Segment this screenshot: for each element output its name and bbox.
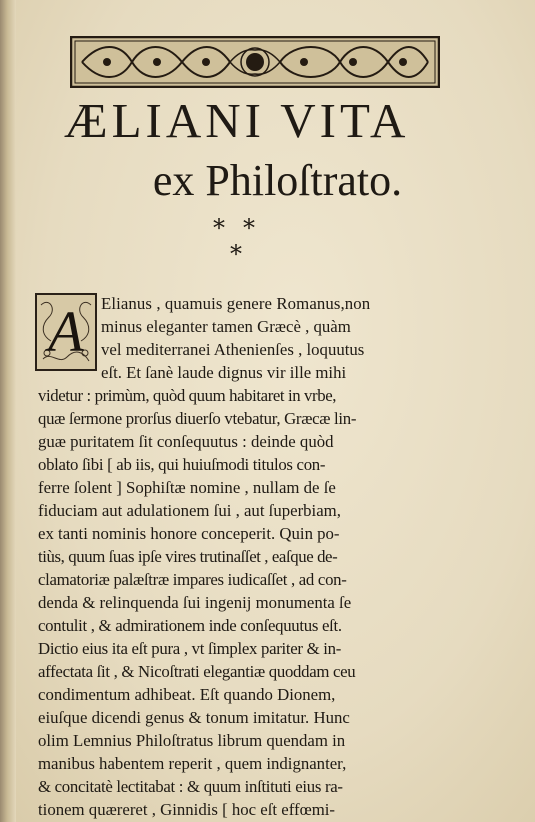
body-line: guæ puritatem ſit conſequutus : deinde quòd <box>38 432 334 451</box>
body-line: eiuſque dicendi genus & tonum imitatur. Hunc <box>38 708 350 727</box>
body-line: manibus habentem reperit , quem indignanter, <box>38 754 347 773</box>
body-line: eſt. Et ſanè laude dignus vir ille mihi <box>101 363 347 382</box>
asterism-top-row: ** <box>213 214 273 242</box>
body-line: tiùs, quum ſuas ipſe vires trutinaſſet , eaſque de- <box>38 547 338 566</box>
body-line: clamatoriæ palæſtræ impares iudicaſſet , ad con- <box>38 570 347 589</box>
body-line: ferre ſolent ] Sophiſtæ nomine , nullam de ſe <box>38 478 336 497</box>
decorated-initial <box>35 293 97 371</box>
body-line: vel mediterranei Athenienſes , loquutus <box>101 340 365 359</box>
body-line: denda & relinquenda ſui ingenij monumenta ſe <box>38 593 352 612</box>
asterism <box>196 216 276 268</box>
body-line: olim Lemnius Philoſtratus librum quendam in <box>38 731 346 750</box>
body-line: quæ ſermone prorſus diuerſo vtebatur, Græcæ lin- <box>38 409 357 428</box>
body-line: minus eleganter tamen Græcè , quàm <box>101 317 351 336</box>
body-line: videtur : primùm, quòd quum habitaret in vrbe, <box>38 386 337 405</box>
book-gutter <box>0 0 16 822</box>
body-line: Dictio eius ita eſt pura , vt ſimplex pariter & in- <box>38 639 341 658</box>
body-line: Elianus , quamuis genere Romanus,non <box>101 294 371 313</box>
title-line-2: ex Philoſtrato. <box>152 156 403 205</box>
body-line: affectata ſit , & Nicoſtrati elegantiæ quoddam ceu <box>38 662 356 681</box>
body-line: oblato ſibi [ ab iis, qui huiuſmodi titulos con- <box>38 455 326 474</box>
title-line-1: ÆLIANI VITA <box>64 93 410 148</box>
body-line: fiduciam aut adulationem ſui , aut ſuperbiam, <box>38 501 341 520</box>
ornamental-headpiece <box>70 36 440 88</box>
asterism-bottom-row: * <box>230 240 242 268</box>
body-line: & concitatè lectitabat : & quum inſtituti eius ra- <box>38 777 343 796</box>
body-line: ex tanti nominis honore conceperit. Quin po- <box>38 524 340 543</box>
body-line: tionem quæreret , Ginnidis [ hoc eſt effœmi- <box>38 800 336 819</box>
initial-letter: A <box>48 299 84 364</box>
body-line: contulit , & admirationem inde conſequutus eſt. <box>38 616 342 635</box>
body-line: condimentum adhibeat. Eſt quando Dionem, <box>38 685 336 704</box>
